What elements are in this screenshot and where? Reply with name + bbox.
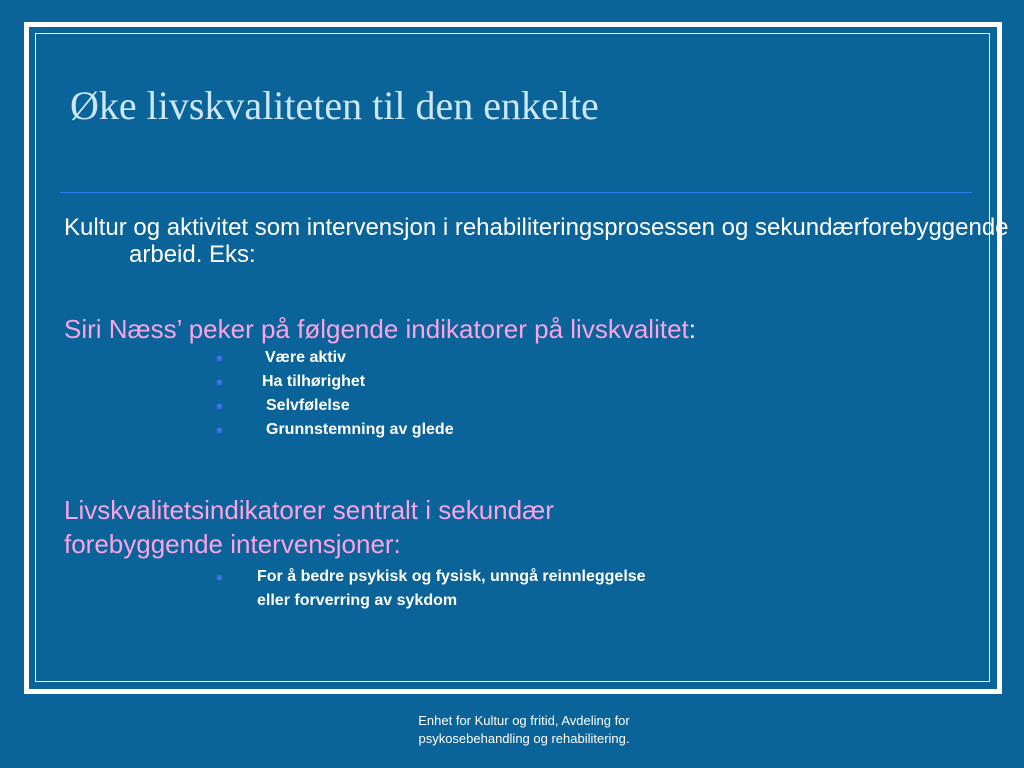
bullet-square-icon <box>217 380 222 385</box>
intro-paragraph: Kultur og aktivitet som intervensjon i rehabiliteringsprosessen og sekundærforebyggende arbeid. Eks: <box>64 214 1009 268</box>
slide-title: Øke livskvaliteten til den enkelte <box>70 83 599 128</box>
bullet-square-icon <box>217 428 222 433</box>
intervention-list <box>217 565 646 613</box>
list-item <box>217 418 454 442</box>
indicators-lead-text: Siri Næss’ peker på følgende indikatorer på livskvalitet <box>64 314 689 344</box>
title-divider <box>60 192 972 193</box>
secondary-lead <box>64 493 554 561</box>
secondary-lead-line1: Livskvalitetsindikatorer sentralt i sekundær <box>64 495 554 525</box>
list-item <box>217 346 454 370</box>
indicator-list <box>217 346 454 442</box>
footer-line2: psykosebehandling og rehabilitering. <box>418 731 630 746</box>
list-item-label: Være aktiv <box>265 349 346 366</box>
indicators-lead <box>64 312 696 346</box>
list-item-label: Selvfølelse <box>266 397 350 414</box>
bullet-square-icon <box>217 404 222 409</box>
bullet-square-icon <box>217 356 222 361</box>
list-item-label-line2: eller forverring av sykdom <box>257 592 458 609</box>
list-item <box>217 565 646 613</box>
list-item <box>217 394 454 418</box>
bullet-square-icon <box>217 575 222 580</box>
list-item <box>217 370 454 394</box>
list-item-label-line1: For å bedre psykisk og fysisk, unngå reinnleggelse <box>257 568 646 585</box>
indicators-lead-colon: : <box>688 314 696 344</box>
list-item-label: Ha tilhørighet <box>262 373 366 390</box>
secondary-lead-line2: forebyggende intervensjoner: <box>64 529 401 559</box>
list-item-label: Grunnstemning av glede <box>266 421 454 438</box>
slide-footer <box>400 712 648 748</box>
footer-line1: Enhet for Kultur og fritid, Avdeling for <box>418 713 630 728</box>
